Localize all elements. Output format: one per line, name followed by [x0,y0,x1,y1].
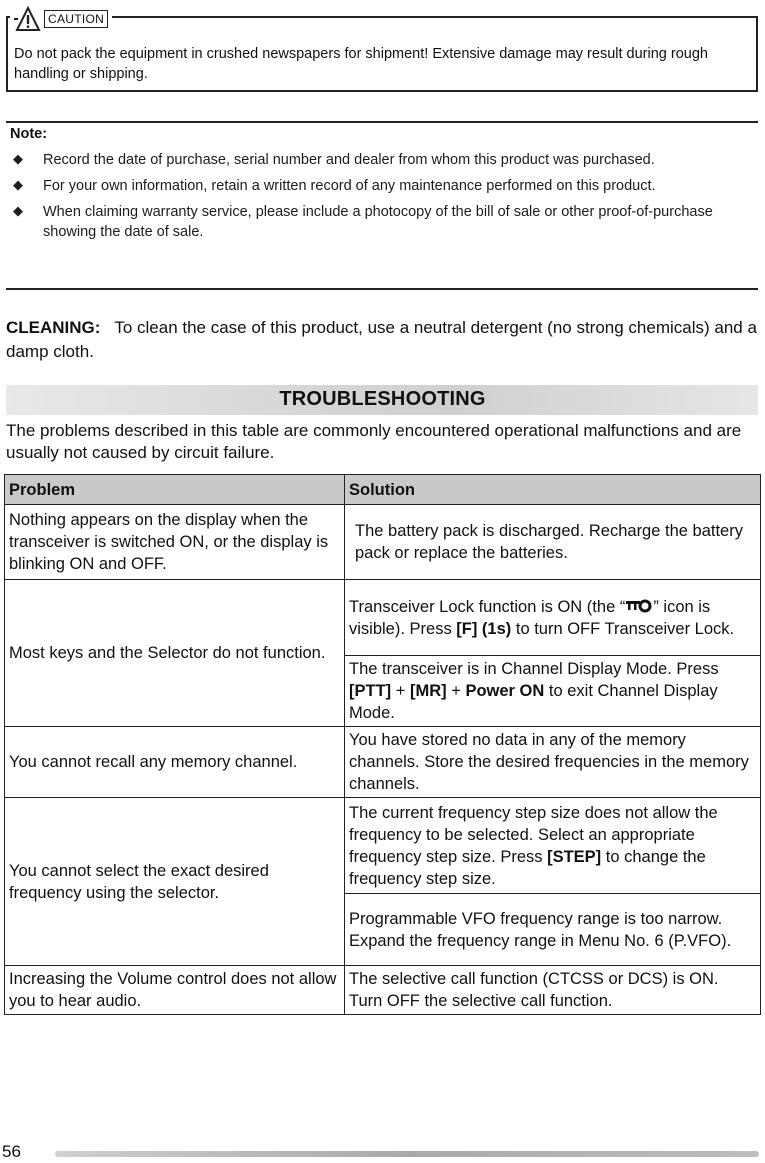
problem-cell: Most keys and the Selector do not function. [5,580,345,727]
note-item: ◆ Record the date of purchase, serial number and dealer from whom this product was purchased. [13,151,655,168]
note-item: ◆ For your own information, retain a written record of any maintenance performed on this product. [13,177,656,194]
note-bottom-rule [6,288,758,290]
caution-box [6,12,758,92]
problem-cell: Increasing the Volume control does not allow you to hear audio. [5,966,345,1015]
section-title: TROUBLESHOOTING [279,388,486,410]
caution-label: CAUTION [44,10,108,28]
diamond-bullet-icon: ◆ [13,177,23,192]
troubleshooting-table [4,474,761,1015]
solution-cell: The current frequency step size does not allow the frequency to be selected. Select an appropriate frequency step size. Press [STEP] to change the frequency step size. [345,798,761,894]
page-number: 56 [2,1142,21,1161]
cleaning-label: CLEANING: [6,318,101,337]
caution-text: Do not pack the equipment in crushed newspapers for shipment! Extensive damage may result during rough handling or shipping. [14,46,708,82]
table-row [5,798,761,894]
header-solution: Solution [345,475,761,505]
table-row [5,966,761,1015]
section-intro: The problems described in this table are commonly encountered operational malfunctions and are usually not caused by circuit failure. [6,421,742,462]
note-top-rule [6,121,758,123]
table-row [5,727,761,798]
solution-cell: Programmable VFO frequency range is too narrow. Expand the frequency range in Menu No. 6 (P.VFO). [345,894,761,966]
header-problem: Problem [5,475,345,505]
diamond-bullet-icon: ◆ [13,151,23,166]
footer-rule [55,1151,759,1157]
solution-cell: You have stored no data in any of the memory channels. Store the desired frequencies in the memory channels. [345,727,761,798]
diamond-bullet-icon: ◆ [13,203,23,218]
note-item: ◆ When claiming warranty service, please include a photocopy of the bill of sale or other proof-of-purchase showing the date of sale. [13,203,713,240]
table-header-row [5,475,761,505]
solution-cell: The selective call function (CTCSS or DCS) is ON. Turn OFF the selective call function. [345,966,761,1015]
caution-header [10,6,112,32]
solution-cell: The transceiver is in Channel Display Mode. Press [PTT] + [MR] + Power ON to exit Channel Display Mode. [345,656,761,727]
table-row [5,505,761,580]
key-lock-icon [625,599,653,613]
problem-cell: You cannot select the exact desired frequency using the selector. [5,798,345,966]
cleaning-text: To clean the case of this product, use a neutral detergent (no strong chemicals) and a damp cloth. [6,318,757,361]
table-row [5,580,761,656]
cleaning-paragraph [6,316,758,364]
solution-cell: The battery pack is discharged. Recharge the battery pack or replace the batteries. [345,505,761,580]
note-list [10,150,740,248]
problem-cell: You cannot recall any memory channel. [5,727,345,798]
solution-cell: Transceiver Lock function is ON (the “ ” icon is visible). Press [F] (1s) to turn OFF Transceiver Lock. [345,580,761,656]
warning-triangle-icon [14,6,42,32]
note-title: Note: [10,126,48,142]
problem-cell: Nothing appears on the display when the transceiver is switched ON, or the display is blinking ON and OFF. [5,505,345,580]
